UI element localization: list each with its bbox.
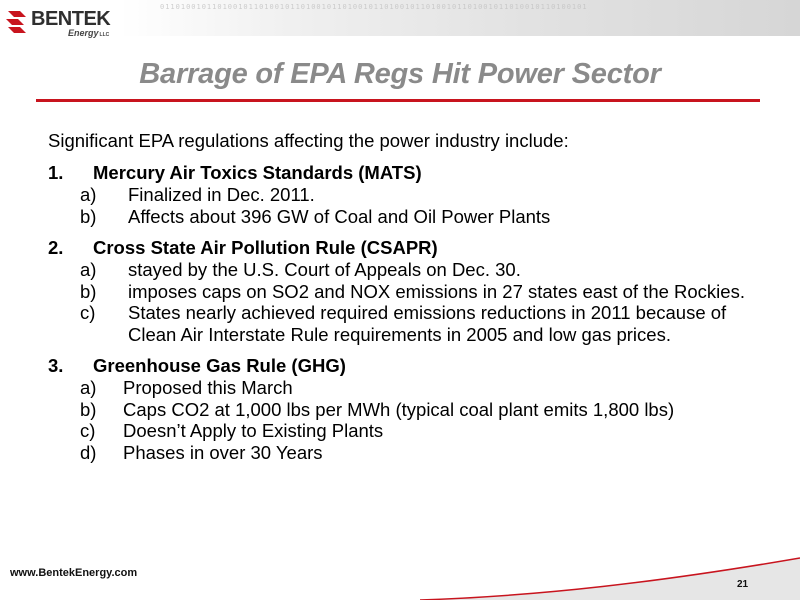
section-title: Cross State Air Pollution Rule (CSAPR) <box>93 237 438 258</box>
list-item: b) Affects about 396 GW of Coal and Oil Power Plants <box>80 205 551 227</box>
logo-subtitle: EnergyLLC <box>68 28 110 38</box>
slide-body <box>48 130 748 473</box>
slide-title: Barrage of EPA Regs Hit Power Sector <box>139 58 661 90</box>
list-item: c) States nearly achieved required emissions reductions in 2011 because of Clean Air Interstate Rule requirements in 2005 and low gas prices. <box>80 302 727 345</box>
list-item: c) Doesn’t Apply to Existing Plants <box>80 420 384 441</box>
header-band <box>120 0 800 36</box>
section-heading <box>48 162 748 184</box>
section-csapr <box>48 237 748 345</box>
page-number: 21 <box>737 579 749 590</box>
footer-url: www.BentekEnergy.com <box>10 567 138 579</box>
section-ghg <box>48 355 748 463</box>
section-title: Mercury Air Toxics Standards (MATS) <box>93 162 422 183</box>
section-number: 2. <box>48 237 64 258</box>
section-heading <box>48 355 748 377</box>
list-item: a) Proposed this March <box>80 377 293 398</box>
logo-name: BENTEK <box>31 8 111 30</box>
list-item: b) Caps CO2 at 1,000 lbs per MWh (typical coal plant emits 1,800 lbs) <box>80 398 675 420</box>
section-title: Greenhouse Gas Rule (GHG) <box>93 355 346 376</box>
footer-swoosh <box>420 556 800 600</box>
list-item: b) imposes caps on SO2 and NOX emissions in 27 states east of the Rockies. <box>80 280 745 302</box>
section-heading <box>48 237 748 259</box>
section-number: 1. <box>48 162 64 183</box>
section-number: 3. <box>48 355 64 376</box>
title-divider <box>36 99 760 102</box>
binary-pattern: 0110100101101001011010010110100101101001011010010110100101101001011010010110100101 <box>160 3 588 11</box>
intro-text: Significant EPA regulations affecting the power industry include: <box>48 130 569 151</box>
logo-mark-icon <box>4 8 30 34</box>
list-item: d) Phases in over 30 Years <box>80 441 323 463</box>
list-item: a) stayed by the U.S. Court of Appeals on Dec. 30. <box>80 259 521 280</box>
bentek-logo <box>4 6 122 42</box>
section-mats <box>48 162 748 227</box>
list-item: a) Finalized in Dec. 2011. <box>80 184 315 205</box>
